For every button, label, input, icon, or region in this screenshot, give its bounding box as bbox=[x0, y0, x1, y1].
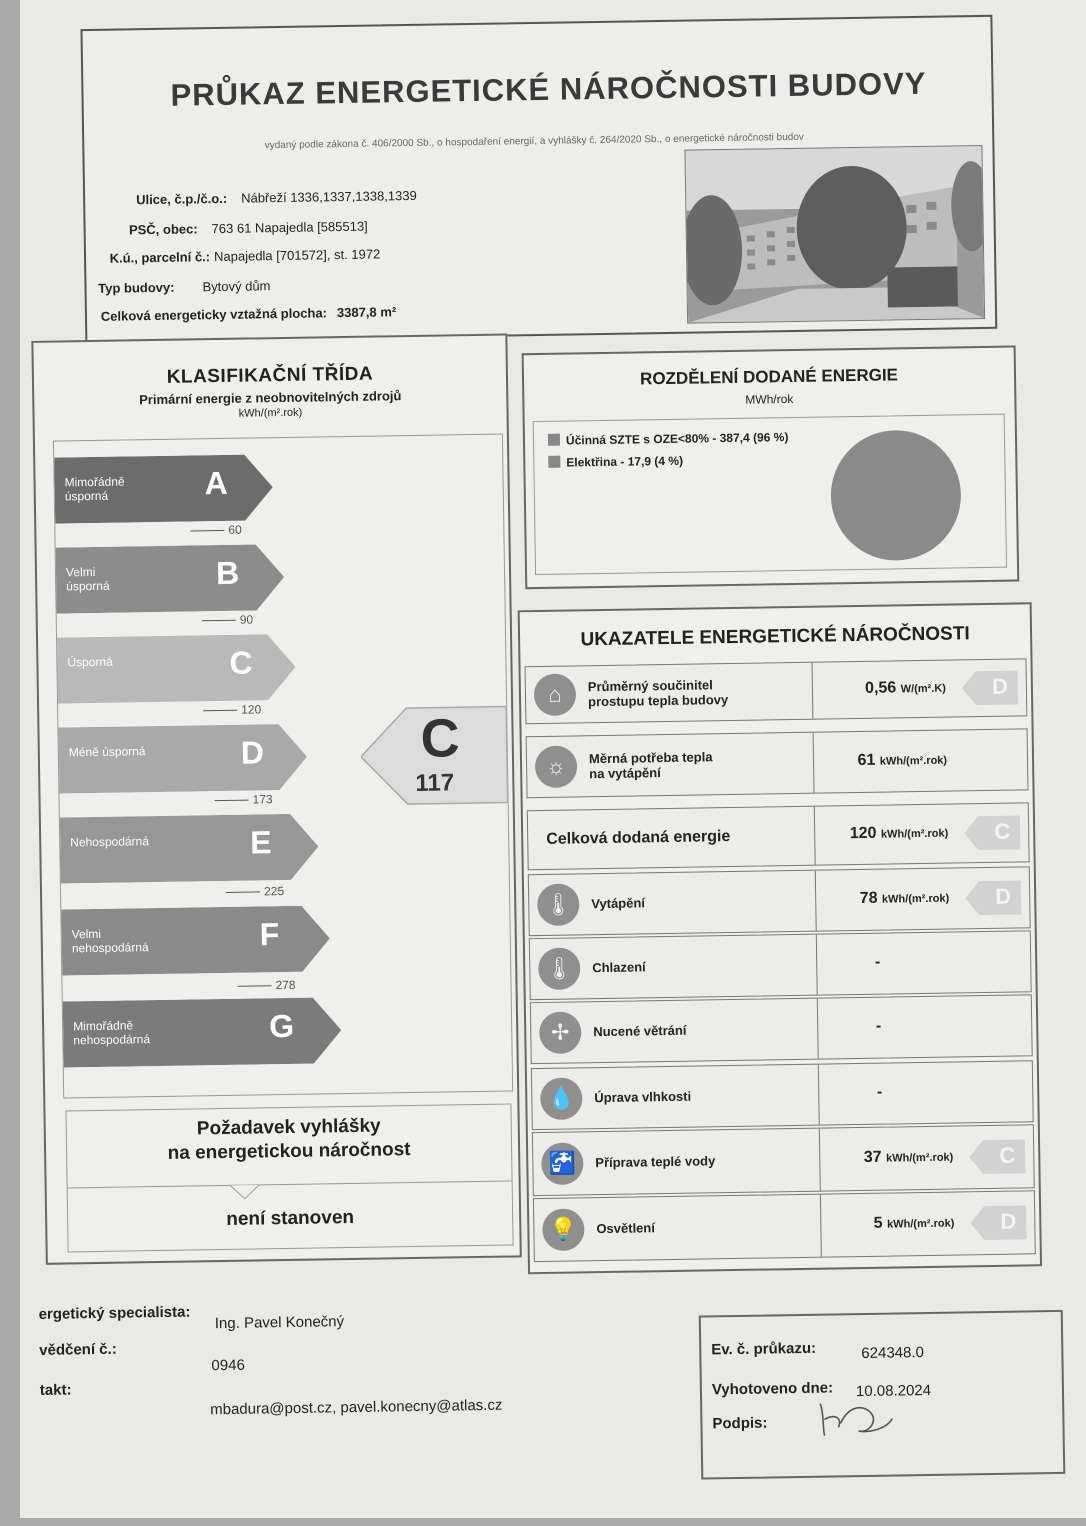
class-band-f bbox=[61, 905, 332, 975]
requirement-pointer bbox=[230, 1184, 260, 1200]
badge-arrow bbox=[965, 880, 1022, 915]
band-label bbox=[66, 565, 110, 594]
indicator-name-line1: Průměrný součinitel bbox=[588, 677, 728, 694]
result-value: 117 bbox=[415, 769, 454, 798]
indicator-divider bbox=[815, 871, 817, 931]
indicator-divider bbox=[816, 935, 818, 995]
class-badge bbox=[964, 815, 1021, 850]
indicator-number: 0,56 bbox=[865, 679, 896, 696]
street-value: Nábřeží 1336,1337,1338,1339 bbox=[241, 188, 417, 206]
indicator-name bbox=[592, 959, 646, 975]
header-frame bbox=[80, 15, 997, 343]
area-value: 3387,8 m² bbox=[337, 304, 396, 320]
type-value: Bytový dům bbox=[202, 278, 270, 294]
band-label-line1: Méně úsporná bbox=[69, 744, 146, 759]
lightbulb-icon: 💡 bbox=[542, 1208, 585, 1251]
legend-swatch bbox=[548, 434, 560, 446]
indicator-unit: W/(m².K) bbox=[901, 683, 946, 696]
indicators-title: UKAZATELE ENERGETICKÉ NÁROČNOSTI bbox=[520, 622, 1030, 652]
band-letter: E bbox=[250, 824, 272, 861]
humidity-icon: 💧 bbox=[540, 1077, 583, 1120]
requirement-divider bbox=[68, 1180, 512, 1188]
result-class: C bbox=[420, 707, 460, 770]
band-letter: F bbox=[259, 916, 279, 953]
indicator-name-line1: Chlazení bbox=[592, 959, 646, 975]
indicator-name bbox=[589, 749, 713, 781]
requirement-box bbox=[65, 1103, 513, 1252]
indicator-name-line1: Vytápění bbox=[591, 895, 645, 911]
indicator-divider bbox=[820, 1195, 822, 1257]
indicator-name bbox=[591, 895, 645, 911]
indicator-unit: kWh/(m².rok) bbox=[882, 893, 949, 906]
document-subtitle: vydaný podle zákona č. 406/2000 Sb., o hospodaření energií, a vyhlášky č. 264/2020 Sb., o energetické náročnosti budov bbox=[174, 130, 894, 152]
indicator-row bbox=[529, 930, 1032, 1000]
indicator-divider bbox=[814, 807, 816, 865]
badge-arrow bbox=[964, 815, 1021, 850]
badge-arrow bbox=[962, 670, 1019, 705]
band-label-line2: nehospodárná bbox=[72, 940, 149, 955]
class-badge bbox=[969, 1139, 1026, 1174]
indicator-number: 37 bbox=[864, 1149, 882, 1166]
class-limit: 278 bbox=[237, 978, 295, 993]
street-label: Ulice, č.p./č.o.: bbox=[103, 191, 227, 208]
band-label bbox=[67, 655, 113, 670]
indicator-number: 5 bbox=[874, 1215, 883, 1232]
result-indicator bbox=[360, 704, 510, 806]
classification-title: KLASIFIKAČNÍ TŘÍDA bbox=[34, 361, 506, 390]
class-limit: 90 bbox=[202, 612, 254, 627]
requirement-value: není stanoven bbox=[68, 1204, 512, 1233]
sign-label: Podpis: bbox=[712, 1415, 767, 1433]
band-label bbox=[70, 834, 149, 849]
split-header bbox=[524, 364, 1015, 411]
indicator-name-line1: Příprava teplé vody bbox=[595, 1153, 715, 1170]
requirement-title bbox=[67, 1113, 512, 1168]
badge-arrow bbox=[969, 1139, 1026, 1174]
indicator-row bbox=[526, 728, 1029, 798]
specialist-value: Ing. Pavel Konečný bbox=[215, 1313, 345, 1332]
band-letter: D bbox=[241, 734, 265, 771]
indicator-divider bbox=[819, 1129, 821, 1191]
class-band-e bbox=[60, 813, 321, 883]
indicator-value bbox=[860, 889, 950, 908]
class-band-d bbox=[58, 724, 309, 794]
specialist-label: ergetický specialista: bbox=[39, 1304, 191, 1323]
indicator-number: - bbox=[875, 954, 881, 971]
class-band-g bbox=[63, 997, 344, 1067]
indicator-row bbox=[531, 1060, 1034, 1130]
energy-split-panel bbox=[522, 345, 1020, 589]
indicator-unit: kWh/(m².rok) bbox=[886, 1152, 953, 1165]
indicator-name-line1: Osvětlení bbox=[596, 1220, 655, 1236]
class-limit: 120 bbox=[203, 702, 261, 717]
cert-value: 0946 bbox=[211, 1357, 245, 1375]
psc-value: 763 61 Napajedla [585513] bbox=[211, 219, 367, 236]
classification-header bbox=[34, 361, 507, 422]
band-label-line1: Mimořádně bbox=[64, 474, 124, 489]
contact-value: mbadura@post.cz, pavel.konecny@atlas.cz bbox=[210, 1397, 502, 1419]
indicator-name-line1: Nucené větrání bbox=[593, 1023, 686, 1039]
type-label: Typ budovy: bbox=[86, 280, 174, 296]
heat-demand-icon: ☼ bbox=[535, 745, 578, 788]
house-icon: ⌂ bbox=[534, 673, 577, 716]
indicator-divider bbox=[818, 1065, 820, 1125]
band-label-line1: Úsporná bbox=[67, 655, 113, 670]
band-label-line1: Velmi bbox=[72, 926, 149, 941]
indicator-name bbox=[546, 829, 730, 847]
indicator-value bbox=[874, 1214, 955, 1233]
band-label-line2: úsporná bbox=[66, 579, 110, 594]
badge-letter: D bbox=[1000, 1209, 1016, 1235]
indicator-row bbox=[528, 866, 1031, 936]
tap-icon: 🚰 bbox=[541, 1142, 584, 1185]
indicator-name bbox=[595, 1153, 715, 1170]
band-label bbox=[72, 926, 149, 955]
ku-value: Napajedla [701572], st. 1972 bbox=[214, 246, 380, 264]
indicator-name-line1: Měrná potřeba tepla bbox=[589, 749, 713, 766]
date-value: 10.08.2024 bbox=[856, 1382, 931, 1400]
indicator-row bbox=[533, 1190, 1036, 1262]
indicator-number: - bbox=[876, 1018, 882, 1035]
indicator-name bbox=[594, 1089, 691, 1106]
band-label bbox=[64, 474, 124, 503]
indicator-name-line2: na vytápění bbox=[589, 764, 713, 781]
band-letter: C bbox=[229, 645, 253, 682]
band-letter: B bbox=[216, 555, 240, 592]
legend-item-szte bbox=[548, 430, 789, 448]
indicator-number: 61 bbox=[857, 752, 875, 769]
indicator-value bbox=[865, 679, 946, 698]
indicator-row bbox=[525, 658, 1028, 724]
building-photo bbox=[684, 145, 985, 324]
classification-panel bbox=[31, 333, 521, 1264]
indicator-value bbox=[875, 954, 881, 972]
indicator-unit: kWh/(m².rok) bbox=[881, 828, 948, 841]
contact-label: takt: bbox=[40, 1381, 72, 1398]
classification-subtitle: Primární energie z neobnovitelných zdrojů bbox=[34, 386, 506, 408]
band-label-line1: Velmi bbox=[66, 565, 110, 580]
requirement-title-line2: na energetickou náročnost bbox=[67, 1137, 511, 1168]
legend-swatch bbox=[548, 456, 560, 468]
indicator-divider bbox=[817, 999, 819, 1059]
class-band-b bbox=[56, 544, 287, 614]
indicator-name-line1: Úprava vlhkosti bbox=[594, 1089, 691, 1106]
class-limit: 173 bbox=[214, 792, 272, 807]
class-badge bbox=[970, 1205, 1027, 1240]
requirement-title-line1: Požadavek vyhlášky bbox=[67, 1113, 511, 1144]
class-badge bbox=[965, 880, 1022, 915]
badge-letter: C bbox=[999, 1143, 1015, 1169]
legend-item-electricity bbox=[548, 454, 683, 470]
band-label bbox=[73, 1018, 150, 1047]
split-chart bbox=[533, 414, 1007, 575]
badge-arrow bbox=[970, 1205, 1027, 1240]
band-label-line2: úsporná bbox=[65, 488, 125, 503]
indicators-panel bbox=[518, 602, 1042, 1274]
energy-pie bbox=[830, 429, 962, 561]
indicator-unit: kWh/(m².rok) bbox=[887, 1218, 954, 1231]
indicator-unit: kWh/(m².rok) bbox=[880, 755, 947, 768]
band-label-line1: Nehospodárná bbox=[70, 834, 149, 849]
class-band-a bbox=[54, 454, 275, 523]
certificate-info-box bbox=[699, 1310, 1066, 1480]
document-title: PRŮKAZ ENERGETICKÉ NÁROČNOSTI BUDOVY bbox=[138, 65, 958, 114]
class-limit: 60 bbox=[190, 523, 242, 538]
band-label bbox=[69, 744, 146, 759]
split-title: ROZDĚLENÍ DODANÉ ENERGIE bbox=[524, 364, 1014, 392]
indicator-row bbox=[530, 994, 1033, 1064]
indicator-value bbox=[850, 824, 949, 844]
indicator-row bbox=[532, 1124, 1035, 1196]
indicator-name bbox=[596, 1220, 655, 1236]
indicator-number: 78 bbox=[860, 890, 878, 907]
ev-value: 624348.0 bbox=[861, 1344, 924, 1362]
indicator-name bbox=[593, 1023, 686, 1039]
band-letter: A bbox=[204, 465, 228, 502]
badge-letter: D bbox=[992, 674, 1008, 700]
band-label-line1: Mimořádně bbox=[73, 1018, 150, 1033]
ev-label: Ev. č. průkazu: bbox=[711, 1340, 816, 1359]
legend-text: Elektřina - 17,9 (4 %) bbox=[566, 454, 683, 470]
indicator-name-line2: prostupu tepla budovy bbox=[588, 692, 728, 709]
class-band-c bbox=[57, 634, 298, 704]
signature bbox=[810, 1392, 901, 1443]
psc-label: PSČ, obec: bbox=[104, 221, 198, 237]
indicator-divider bbox=[812, 663, 814, 719]
ku-label: K.ú., parcelní č.: bbox=[86, 249, 210, 266]
classification-unit: kWh/(m².rok) bbox=[34, 403, 506, 422]
indicator-row bbox=[527, 802, 1030, 870]
indicator-value bbox=[876, 1018, 882, 1036]
thermometer-hot-icon: 🌡 bbox=[537, 883, 580, 926]
badge-letter: D bbox=[995, 884, 1011, 910]
date-label: Vyhotoveno dne: bbox=[712, 1379, 833, 1398]
cert-label: vědčení č.: bbox=[39, 1341, 117, 1359]
badge-letter: C bbox=[994, 819, 1010, 845]
class-badge bbox=[962, 670, 1019, 705]
indicator-value bbox=[877, 1084, 883, 1102]
indicator-value bbox=[857, 751, 947, 770]
indicator-number: 120 bbox=[850, 825, 877, 842]
indicator-number: - bbox=[877, 1084, 883, 1101]
indicator-name bbox=[588, 677, 729, 709]
legend-text: Účinná SZTE s OZE<80% - 387,4 (96 %) bbox=[566, 430, 789, 447]
indicator-value bbox=[864, 1148, 954, 1167]
energy-scale bbox=[53, 434, 513, 1099]
class-limit: 225 bbox=[226, 884, 284, 899]
indicator-name-line1: Celková dodaná energie bbox=[546, 829, 730, 847]
band-label-line2: nehospodárná bbox=[73, 1032, 150, 1047]
band-letter: G bbox=[269, 1008, 294, 1045]
split-unit: MWh/rok bbox=[524, 389, 1014, 411]
footer bbox=[29, 1289, 1086, 1506]
area-label: Celková energeticky vztažná plocha: bbox=[87, 305, 327, 324]
indicator-divider bbox=[813, 733, 815, 793]
thermometer-cold-icon: 🌡 bbox=[538, 947, 581, 990]
fan-icon: ✢ bbox=[539, 1011, 582, 1054]
